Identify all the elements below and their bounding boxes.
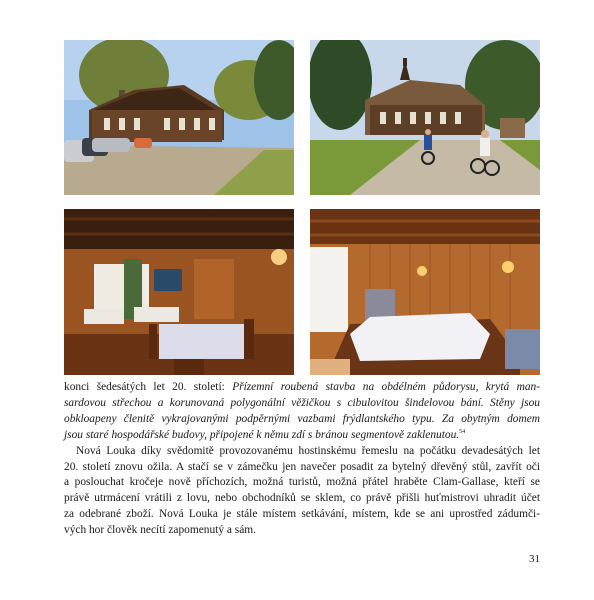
photo-bedroom [310,209,540,375]
page-number: 31 [529,553,540,565]
text-italic: jsou staré hospodářské budovy, připojené k němu zdí s bránou segmentově zaklenutou. [64,428,460,441]
photo-dining-room [64,209,294,375]
text-line [64,428,540,444]
text-plain: konci šedesátých let 20. století: [64,381,233,393]
text-italic: obkloapeny členitě vykrajovanými podpěrnými vazbami frýdlantského typu. Za obytným domem [64,412,540,425]
text-line: za odebrané zboží. Nová Louka je stále místem setkávání, místem, kde se ani uprostřed zádumči- [64,508,540,521]
footnote-ref: 54 [459,428,466,435]
photo-lodge-cyclists [310,40,540,195]
text-line [64,412,540,428]
text-line: Nová Louka díky svědomitě provozovanému hostinskému řemeslu na počátku devadesátých let [76,444,540,457]
text-line: právě utrmácení vrátili z lovu, nebo obchodníků se sklem, co právě přišli huťmistrovi uhradit účet [64,492,540,505]
text-italic: sardovou střechou a korunovaná polygonální věžičkou s cibulovitou šindelovou bání. Stěny jsou [64,396,540,409]
text-line [64,396,540,412]
paragraph-nova-louka [64,444,540,539]
text-line [64,380,540,396]
body-text [64,380,540,539]
text-line: a poslouchat kročeje nově příchozích, možná turistů, možná přátel hraběte Clam-Gallase, kteří se [64,476,540,489]
text-line: vých hor člověk necítí zapomenutý a sám. [64,524,256,537]
text-line: 20. století znovu ožila. A stačí se v zámečku jen navečer posadit za bytelný dřevěný stůl, zavřít oči [64,460,540,473]
photo-lodge-exterior-cars [64,40,294,195]
paragraph-description [64,380,540,444]
text-italic: Přízemní roubená stavba na obdélném půdorysu, krytá man- [232,381,541,393]
